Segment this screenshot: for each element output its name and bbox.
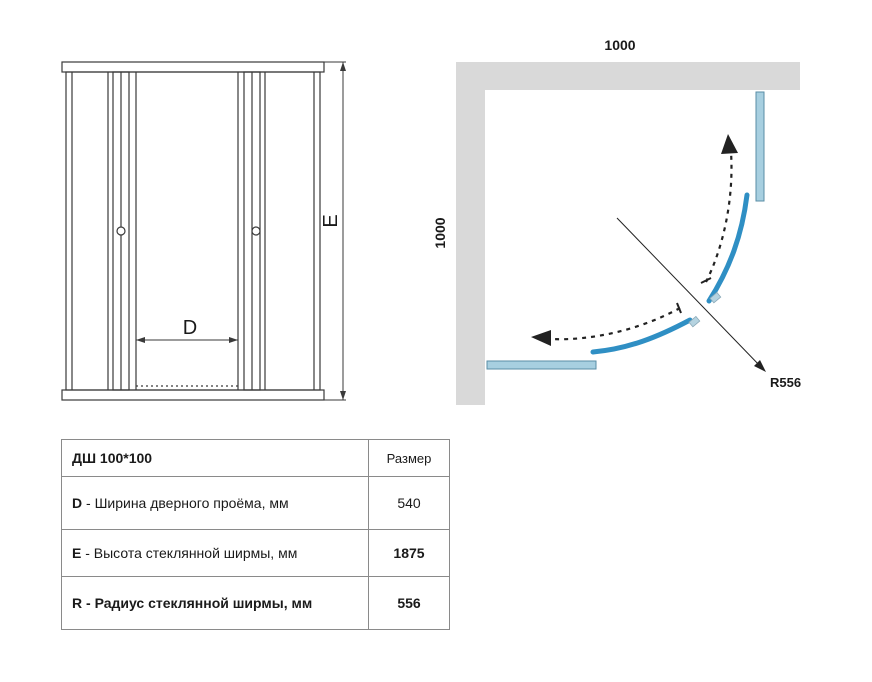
table-row [62, 530, 450, 577]
param-desc: - Высота стеклянной ширмы, мм [81, 545, 298, 561]
param-code: E [72, 545, 82, 561]
spec-table [61, 439, 450, 630]
opening-arrowhead-up [721, 134, 738, 154]
radius-line [617, 218, 762, 368]
curved-door-bottom [593, 320, 690, 352]
param-code: D [72, 495, 83, 511]
table-header-row [62, 440, 450, 477]
param-value: 1875 [369, 530, 450, 577]
dimension-e-label: E [320, 214, 342, 228]
door-tick-right [701, 278, 711, 283]
table-title: ДШ 100*100 [62, 440, 369, 477]
radius-label: R556 [770, 375, 802, 390]
opening-arrowhead-left [531, 330, 551, 346]
param-desc: - Радиус стеклянной ширмы, мм [82, 595, 313, 611]
fixed-glass-bottom [487, 361, 596, 369]
param-desc: - Ширина дверного проёма, мм [82, 495, 289, 511]
row-desc-cell [62, 477, 369, 530]
size-header: Размер [369, 440, 450, 477]
plan-dim-left-label: 1000 [432, 217, 448, 249]
dimension-d-label: D [182, 317, 198, 339]
table-row [62, 577, 450, 630]
door-tick-bottom [677, 303, 681, 313]
row-desc-cell [62, 530, 369, 577]
plan-dim-top-label: 1000 [604, 37, 636, 53]
param-code: R [72, 595, 83, 611]
row-desc-cell [62, 577, 369, 630]
param-value: 540 [369, 477, 450, 530]
param-value: 556 [369, 577, 450, 630]
fixed-glass-right [756, 92, 764, 201]
table-row [62, 477, 450, 530]
